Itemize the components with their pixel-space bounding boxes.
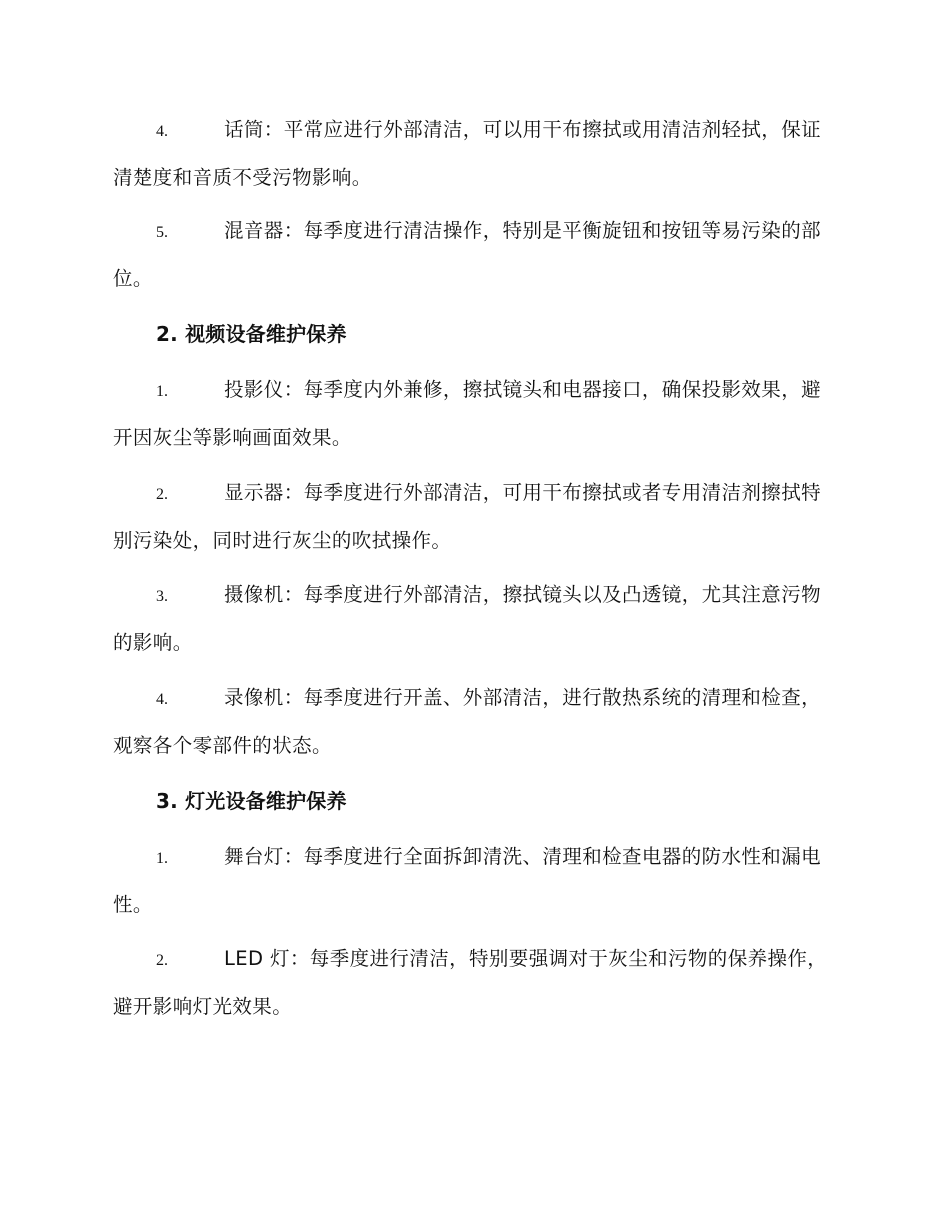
item-number: 1. [156, 850, 168, 867]
section-heading: 3. 灯光设备维护保养 [156, 789, 347, 813]
list-item [113, 936, 838, 1030]
item-text: 话筒：平常应进行外部清洁，可以用干布擦拭或用清洁剂轻拭，保证清楚度和音质不受污物影响。 [113, 118, 822, 189]
item-number: 2. [156, 486, 168, 503]
list-item [113, 834, 838, 928]
item-number: 2. [156, 952, 168, 969]
section-heading: 2. 视频设备维护保养 [156, 322, 347, 346]
item-text: LED 灯：每季度进行清洁，特别要强调对于灰尘和污物的保养操作，避开影响灯光效果。 [113, 947, 828, 1018]
item-text: 舞台灯：每季度进行全面拆卸清洗、清理和检查电器的防水性和漏电性。 [113, 845, 822, 916]
item-number: 5. [156, 224, 168, 241]
list-item [113, 367, 838, 461]
item-text: 录像机：每季度进行开盖、外部清洁，进行散热系统的清理和检查，观察各个零部件的状态。 [113, 686, 822, 757]
item-text: 混音器：每季度进行清洁操作，特别是平衡旋钮和按钮等易污染的部位。 [113, 219, 822, 290]
list-item [113, 675, 838, 769]
list-item [113, 572, 838, 666]
list-item [113, 107, 838, 201]
item-text: 显示器：每季度进行外部清洁，可用干布擦拭或者专用清洁剂擦拭特别污染处，同时进行灰尘的吹拭操作。 [113, 481, 822, 552]
item-text: 投影仪：每季度内外兼修，擦拭镜头和电器接口，确保投影效果，避开因灰尘等影响画面效果。 [113, 378, 822, 449]
list-item [113, 208, 838, 302]
item-number: 1. [156, 383, 168, 400]
list-item [113, 470, 838, 564]
item-number: 4. [156, 123, 168, 140]
item-number: 3. [156, 588, 168, 605]
item-text: 摄像机：每季度进行外部清洁，擦拭镜头以及凸透镜，尤其注意污物的影响。 [113, 583, 822, 654]
item-number: 4. [156, 691, 168, 708]
